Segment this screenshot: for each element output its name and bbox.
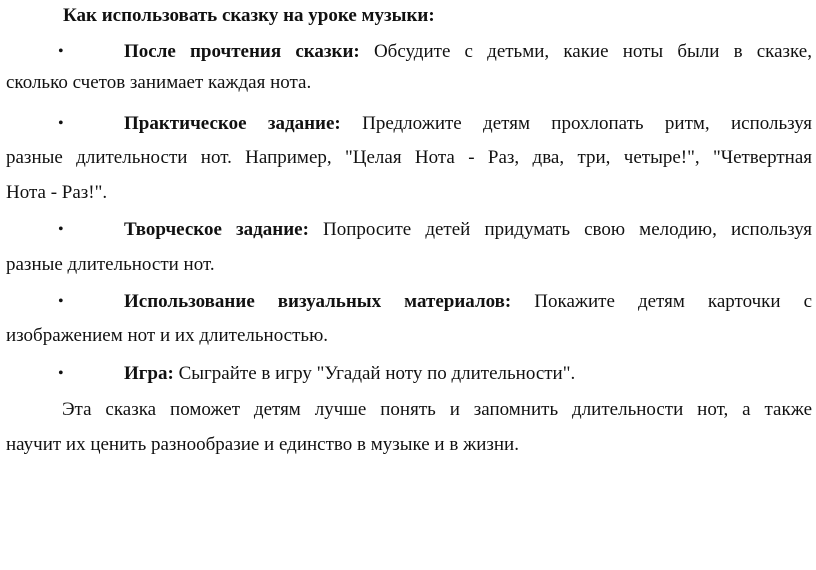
list-item-text: Покажите детям карточки с [534, 291, 813, 312]
list-item-text: Сыграйте в игру "Угадай ноту по длительности". [178, 363, 576, 384]
list-item [0, 218, 812, 242]
list-item-continuation: разные длительности нот. Например, "Целая Нота - Раз, два, три, четыре!", "Четвертная [6, 147, 812, 168]
list-item-first-line [124, 40, 812, 64]
list-item [0, 290, 812, 314]
conclusion-first-line: Эта сказка поможет детям лучше понять и запомнить длительности нот, а также [62, 399, 812, 420]
list-item-label: Практическое задание: [124, 113, 341, 134]
list-item-label: Использование визуальных материалов: [124, 291, 512, 312]
bullet-icon: • [58, 43, 64, 60]
list-item [0, 112, 812, 136]
list-item-text: Предложите детям прохлопать ритм, используя [362, 113, 813, 134]
list-item-label: Игра: [124, 363, 174, 384]
list-item-text: Обсудите с детьми, какие ноты были в сказке, [373, 41, 812, 62]
list-item-label: После прочтения сказки: [124, 41, 360, 62]
list-item-label: Творческое задание: [124, 219, 309, 240]
list-item-continuation: Нота - Раз!". [6, 182, 108, 203]
bullet-icon: • [58, 221, 64, 238]
conclusion-second-line: научит их ценить разнообразие и единство в музыке и в жизни. [6, 434, 519, 455]
list-item-first-line [124, 290, 812, 314]
bullet-icon: • [58, 293, 64, 310]
list-item-text: Попросите детей придумать свою мелодию, используя [323, 219, 812, 240]
section-heading: Как использовать сказку на уроке музыки: [63, 5, 435, 26]
list-item-continuation: изображением нот и их длительностью. [6, 325, 329, 346]
list-item-first-line [124, 362, 812, 386]
bullet-icon: • [58, 115, 64, 132]
list-item-first-line [124, 218, 812, 242]
list-item-first-line [124, 112, 812, 136]
list-item [0, 362, 812, 386]
list-item-continuation: сколько счетов занимает каждая нота. [6, 72, 312, 93]
list-item [0, 40, 812, 64]
bullet-icon: • [58, 365, 64, 382]
list-item-continuation: разные длительности нот. [6, 254, 215, 275]
